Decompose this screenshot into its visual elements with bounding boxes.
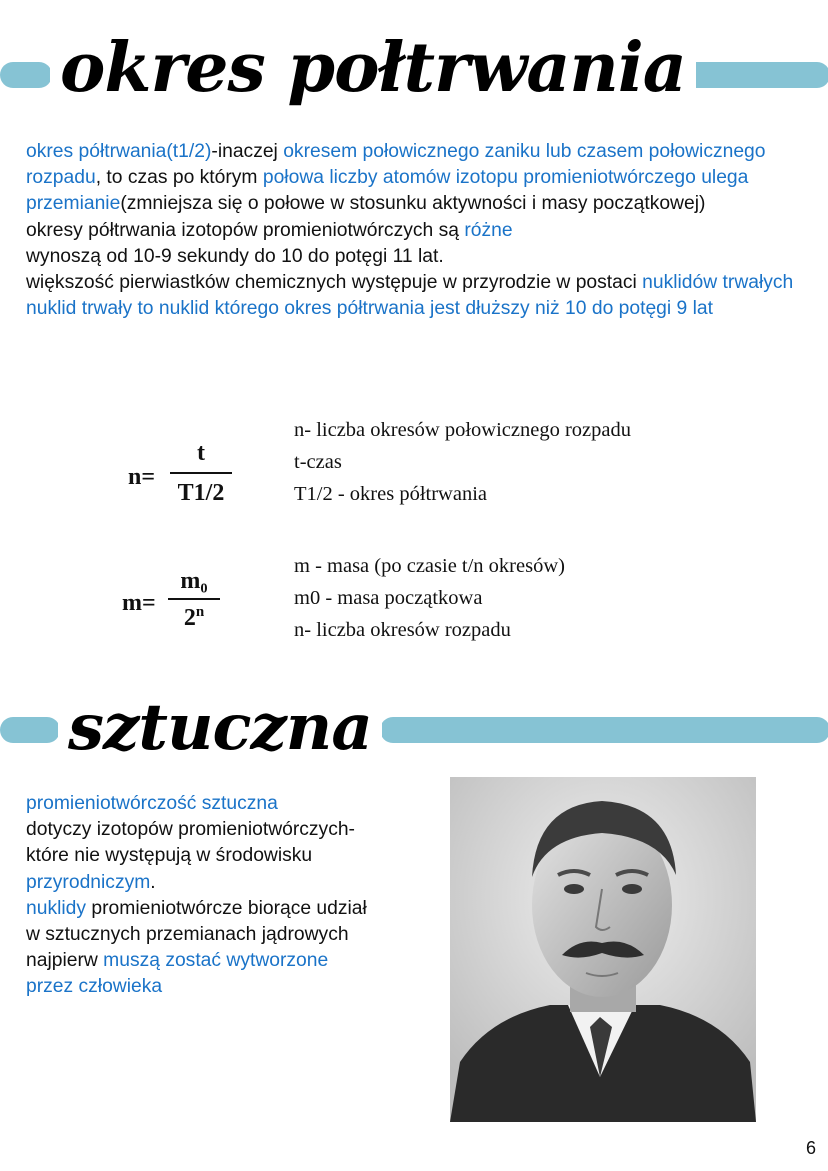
artificial-text: .	[150, 871, 156, 893]
term-artificial-radioactivity: promieniotwórczość sztuczna	[26, 793, 278, 814]
legend-item: n- liczba okresów połowicznego rozpadu	[294, 419, 631, 441]
header-bar-left	[0, 62, 52, 88]
intro-text: okresy półtrwania izotopów promieniotwórczych są	[26, 219, 465, 241]
intro-text: wynoszą od 10-9 sekundy do 10 do potęgi 11 lat.	[26, 245, 444, 267]
formula-m-exponent: n	[195, 604, 205, 620]
term-different: różne	[464, 219, 513, 241]
artificial-text: promieniotwórcze biorące udział w sztucznych przemianach jądrowych najpierw	[26, 897, 367, 972]
formula-n-denominator: T1/2	[177, 480, 225, 506]
formula-m-numerator: m₀	[180, 568, 208, 594]
portrait-photo	[450, 777, 756, 1122]
artificial-paragraph	[26, 791, 376, 1001]
formula-n	[128, 440, 248, 520]
legend-item: t-czas	[294, 451, 342, 473]
term-man-made: muszą zostać wytworzone przez człowieka	[26, 950, 329, 998]
term-nuclides: nuklidy	[26, 897, 87, 919]
legend-item: T1/2 - okres półtrwania	[294, 483, 487, 505]
formula-n-fraction	[170, 440, 232, 507]
term-natural: przyrodniczym	[26, 871, 151, 893]
formula-m-fraction	[168, 568, 220, 632]
formula-n-legend	[294, 414, 631, 510]
legend-item: n- liczba okresów rozpadu	[294, 619, 511, 641]
term-stable-nuclide-def: nuklid trwały to nuklid którego okres półtrwania jest dłuższy niż 10 do potęgi 9 lat	[26, 298, 713, 320]
formula-n-lhs: n=	[128, 464, 156, 490]
term-half-life: okres półtrwania(t1/2)	[26, 141, 212, 162]
intro-paragraph	[26, 139, 802, 322]
term-stable-nuclides: nuklidów trwałych	[642, 272, 794, 294]
section-title-artificial: sztuczna	[58, 680, 382, 776]
legend-item: m - masa (po czasie t/n okresów)	[294, 555, 565, 577]
legend-item: m0 - masa początkowa	[294, 587, 483, 609]
artificial-text: dotyczy izotopów promieniotwórczych-które nie występują w środowisku	[26, 819, 355, 867]
fraction-line	[168, 598, 220, 600]
intro-text: -inaczej	[211, 141, 284, 162]
term-atoms-half: połowa liczby atomów izotopu promieniotwórczego ulega przemianie	[26, 167, 749, 215]
formula-n-numerator: t	[197, 440, 205, 466]
formula-m-legend	[294, 550, 565, 646]
fraction-line	[170, 472, 232, 474]
section-title-half-life: okres połtrwania	[50, 18, 696, 118]
intro-text: , to czas po którym	[95, 167, 263, 189]
portrait-image	[450, 777, 756, 1122]
formula-m-base: 2	[183, 605, 196, 631]
intro-text: większość pierwiastków chemicznych występuje w przyrodzie w postaci	[26, 272, 643, 294]
intro-text: (zmniejsza się o połowe w stosunku aktywności i masy początkowej)	[120, 193, 706, 215]
formula-m	[122, 568, 242, 648]
formula-m-lhs: m=	[122, 590, 156, 616]
section-bar-right	[380, 717, 828, 743]
section-bar-left	[0, 717, 60, 743]
term-half-decay: okresem połowicznego zaniku lub czasem połowicznego rozpadu	[26, 141, 766, 189]
page-number: 6	[805, 1138, 816, 1158]
formula-m-denominator	[168, 604, 220, 632]
